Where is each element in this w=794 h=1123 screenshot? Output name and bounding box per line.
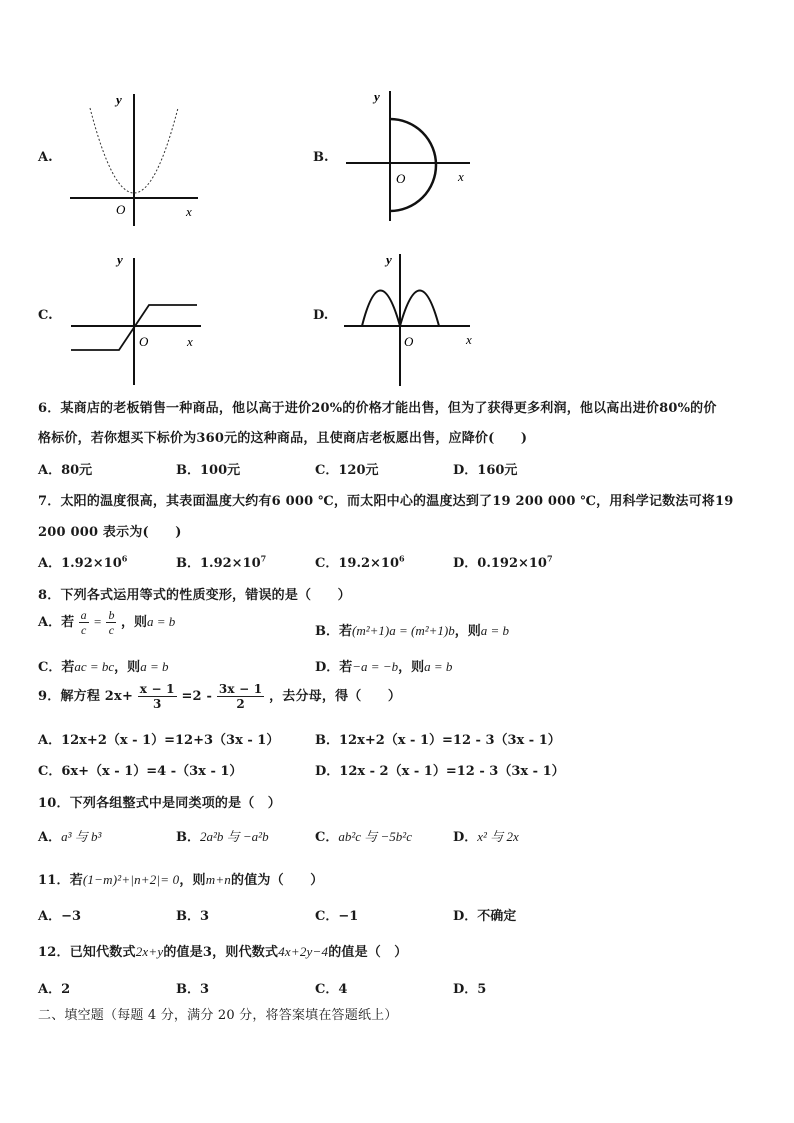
axis-y-label: y [374, 89, 380, 104]
q11-option-a[interactable]: A．−3 [38, 909, 82, 924]
graph-a [60, 88, 210, 228]
q7-option-d[interactable]: D．$0.192\times 10^7$ [453, 553, 553, 571]
q11-option-b[interactable]: B．3 [176, 909, 210, 924]
q7-option-a[interactable]: A．$1.92\times 10^6$ [38, 553, 128, 571]
q6-stem-line1: 6．某商店的老板销售一种商品，他以高于进价20%的价格才能出售，但为了获得更多利润，他以高出进价80%的价 [38, 401, 717, 416]
q8-option-c[interactable]: C．若ac = bc，则a = b [38, 659, 169, 675]
q6-stem-line2: 格标价，若你想买下标价为360元的这种商品，且使商店老板愿出售，应降价( ) [38, 431, 528, 446]
q10-option-c[interactable]: C．ab²c 与 −5b²c [315, 829, 412, 845]
origin-label: O [116, 202, 126, 217]
option-c-label: C. [38, 308, 53, 323]
axis-y-label: y [386, 252, 392, 267]
q10-option-b[interactable]: B．2a²b 与 −a²b [176, 829, 269, 845]
q9-option-d[interactable]: D．12x - 2（x - 1）=12 - 3（3x - 1） [315, 764, 565, 779]
q10-option-d[interactable]: D．x² 与 2x [453, 829, 519, 845]
graph-c [65, 250, 210, 390]
q6-option-a[interactable]: A．80元 [38, 463, 93, 478]
graph-d [342, 250, 482, 390]
q12-option-d[interactable]: D．5 [453, 982, 487, 997]
axis-x-label: x [458, 169, 464, 184]
axis-y-label: y [117, 252, 123, 267]
q6-option-c[interactable]: C．120元 [315, 463, 379, 478]
q12-option-c[interactable]: C．4 [315, 982, 348, 997]
origin-label: O [139, 334, 149, 349]
q9-option-c[interactable]: C．6x+（x - 1）=4 -（3x - 1） [38, 764, 243, 779]
q8-option-b[interactable]: B．若(m²+1)a = (m²+1)b，则a = b [315, 623, 510, 639]
q7-stem-line1: 7．太阳的温度很高，其表面温度大约有6 000 ℃，而太阳中心的温度达到了19 200 000 ℃，用科学记数法可将19 [38, 494, 734, 509]
q12-option-b[interactable]: B．3 [176, 982, 210, 997]
q12-stem: 12．已知代数式2x+y的值是3，则代数式4x+2y−4的值是（ ） [38, 944, 408, 960]
graph-b [340, 85, 480, 225]
axis-x-label: x [186, 204, 192, 219]
q10-option-a[interactable]: A．a³ 与 b³ [38, 829, 102, 845]
axis-x-label: x [466, 332, 472, 347]
origin-label: O [404, 334, 414, 349]
q6-option-b[interactable]: B．100元 [176, 463, 241, 478]
q10-stem: 10．下列各组整式中是同类项的是（ ） [38, 796, 281, 811]
q9-stem: 9．解方程 2x+ $\frac{x - 1}{3}$ =2 - $\frac{3x - 1}{2}$ ，去分母，得（ ） [38, 682, 402, 711]
q8-stem: 8．下列各式运用等式的性质变形，错误的是（ ） [38, 588, 351, 603]
origin-label: O [396, 171, 406, 186]
q11-option-d[interactable]: D．不确定 [453, 909, 517, 924]
q7-option-c[interactable]: C．$19.2\times 10^6$ [315, 553, 405, 571]
option-a-label: A. [38, 150, 53, 165]
q7-option-b[interactable]: B．$1.92\times 10^7$ [176, 553, 267, 571]
q11-option-c[interactable]: C．−1 [315, 909, 359, 924]
axis-x-label: x [187, 334, 193, 349]
q6-option-d[interactable]: D．160元 [453, 463, 518, 478]
option-d-label: D. [313, 308, 329, 323]
q9-option-a[interactable]: A．12x+2（x - 1）=12+3（3x - 1） [38, 733, 280, 748]
option-b-label: B. [313, 150, 329, 165]
q11-stem: 11．若(1−m)²+|n+2|= 0，则m+n的值为（ ） [38, 872, 324, 888]
q8-option-d[interactable]: D．若−a = −b，则a = b [315, 659, 453, 675]
section-heading: 二、填空题（每题 4 分，满分 20 分，将答案填在答题纸上） [38, 1008, 398, 1023]
q8-option-a[interactable]: A．若 $\frac{a}{c}$ = $\frac{b}{c}$ ，则a = b [38, 608, 176, 637]
q9-option-b[interactable]: B．12x+2（x - 1）=12 - 3（3x - 1） [315, 733, 561, 748]
q12-option-a[interactable]: A．2 [38, 982, 71, 997]
q7-stem-line2: 200 000 表示为( ) [38, 525, 182, 540]
axis-y-label: y [116, 92, 122, 107]
